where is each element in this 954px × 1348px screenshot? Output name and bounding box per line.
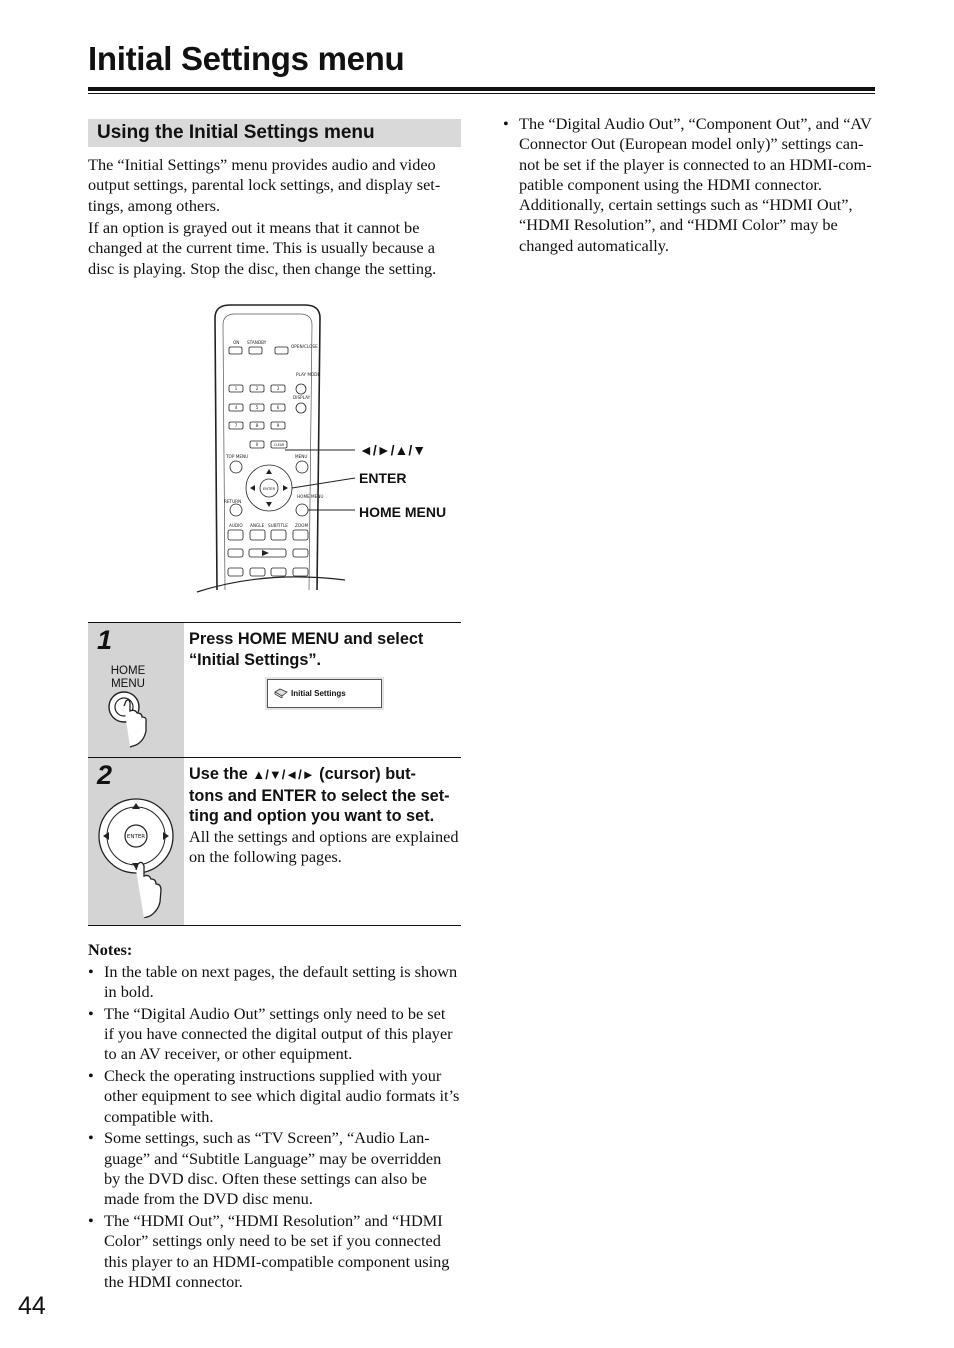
text-line: Color” settings only need to be set if you connected <box>104 1231 441 1251</box>
standby-label: STANDBY <box>247 340 267 345</box>
cursor-arrows-glyphs: ▲/▼/◄/► <box>252 767 315 782</box>
step-1 <box>88 623 461 758</box>
on-label: ON <box>233 340 240 345</box>
cursor-pad-press-icon <box>98 798 180 918</box>
remote-illustration <box>195 300 465 600</box>
key-3: 3 <box>276 386 280 391</box>
enter-button-label: ENTER <box>126 834 146 840</box>
play-mode-label: PLAY MODE <box>296 372 321 377</box>
angle-label: ANGLE <box>250 523 265 528</box>
home-menu-press-icon <box>106 689 166 749</box>
settings-tool-icon <box>274 688 288 698</box>
text-line: If an option is grayed out it means that it cannot be <box>88 218 420 237</box>
label-line: MENU <box>111 678 145 690</box>
text-line: changed automatically. <box>519 235 669 255</box>
title-rule-thin <box>88 93 875 94</box>
bullet-dot: • <box>88 1065 94 1085</box>
section-heading: Using the Initial Settings menu <box>88 119 461 147</box>
text-line: Press HOME MENU and select <box>189 630 424 648</box>
key-4: 4 <box>234 405 238 410</box>
text-line: Check the operating instructions supplied with your <box>104 1065 442 1085</box>
text-line: on the following pages. <box>189 847 342 867</box>
step-2 <box>88 758 461 926</box>
step-number: 2 <box>97 760 113 790</box>
key-2: 2 <box>255 386 259 391</box>
bullet-dot: • <box>88 961 94 981</box>
bullet-dot: • <box>88 1003 94 1023</box>
text-line: other equipment to see which digital audio formats it’s <box>104 1086 460 1106</box>
remote-enter-label: ENTER <box>263 487 275 491</box>
return-label: RETURN <box>224 499 242 504</box>
text-line: Connector Out (European model only)” settings can- <box>519 134 864 154</box>
text-line: “Initial Settings”. <box>189 650 322 669</box>
notes-section <box>88 940 461 1292</box>
page-number: 44 <box>18 1292 46 1320</box>
text-line: The “Digital Audio Out” settings only need to be set <box>104 1003 446 1023</box>
audio-label: AUDIO <box>229 523 243 528</box>
text-line: by the DVD disc. Often these settings can also be <box>104 1168 427 1188</box>
text-line: to an AV receiver, or other equipment. <box>104 1044 353 1064</box>
hdmi-bullet <box>503 114 875 256</box>
enter-callout: ENTER <box>359 470 407 486</box>
key-1: 1 <box>234 386 238 391</box>
label-line: HOME <box>110 665 146 677</box>
home-menu-callout: HOME MENU <box>359 504 447 520</box>
key-9: 9 <box>276 423 280 428</box>
step-number: 1 <box>97 625 113 655</box>
text-line: The “Digital Audio Out”, “Component Out”, and “AV <box>519 114 872 133</box>
text-line: changed at the current time. This is usually because a <box>88 238 435 258</box>
display-label: DISPLAY <box>293 395 311 400</box>
clear-label: CLEAR <box>273 443 285 447</box>
key-5: 5 <box>255 405 259 410</box>
note-item <box>88 1128 461 1209</box>
step-2-instruction <box>189 764 450 827</box>
home-menu-button-label <box>108 665 148 691</box>
initial-settings-menu-item[interactable] <box>267 679 382 708</box>
top-menu-label: TOP MENU <box>226 454 249 459</box>
subtitle-label: SUBTITLE <box>268 523 288 528</box>
text-line: compatible with. <box>104 1106 214 1126</box>
text-line: disc is playing. Stop the disc, then change the setting. <box>88 258 437 278</box>
bullet-dot: • <box>503 114 509 133</box>
text-line: In the table on next pages, the default setting is shown <box>104 961 458 981</box>
bullet-dot: • <box>88 1211 94 1231</box>
menu-label: MENU <box>295 454 308 459</box>
note-item <box>88 1004 461 1065</box>
text-line: if you have connected the digital output of this player <box>104 1023 453 1043</box>
text-line: “HDMI Resolution”, and “HDMI Color” may be <box>519 215 838 235</box>
text-segment: Use the <box>189 765 253 783</box>
text-line: not be set if the player is connected to an HDMI-com- <box>519 154 872 174</box>
text-line: tings, among others. <box>88 195 221 215</box>
key-0: 0 <box>255 442 259 447</box>
text-line: ting and option you want to set. <box>189 807 435 825</box>
bullet-dot: • <box>88 1128 94 1148</box>
step-2-description <box>189 827 458 868</box>
text-line: this player to an HDMI-compatible component using <box>104 1251 450 1271</box>
intro-paragraph <box>88 155 461 216</box>
text-line: the HDMI connector. <box>104 1271 243 1291</box>
text-line: The “HDMI Out”, “HDMI Resolution” and “HDMI <box>104 1211 443 1231</box>
note-item <box>88 1066 461 1127</box>
title-rule <box>88 87 875 91</box>
page-title: Initial Settings menu <box>88 40 405 77</box>
text-line: made from the DVD disc menu. <box>104 1189 313 1209</box>
open-close-label: OPEN/CLOSE <box>291 344 318 349</box>
text-line: tons and ENTER to select the set- <box>189 786 450 805</box>
text-line: All the settings and options are explained <box>189 827 459 846</box>
text-line: Additionally, certain settings such as “HDMI Out”, <box>519 195 853 215</box>
text-line: Some settings, such as “TV Screen”, “Audio Lan- <box>104 1128 430 1148</box>
note-item <box>88 1211 461 1292</box>
key-8: 8 <box>255 423 259 428</box>
text-line: output settings, parental lock settings, and display set- <box>88 175 441 195</box>
text-segment: (cursor) but- <box>314 765 416 783</box>
text-line: guage” and “Subtitle Language” may be overridden <box>104 1148 442 1168</box>
note-item <box>88 962 461 1003</box>
key-6: 6 <box>276 405 280 410</box>
step-divider <box>88 925 461 926</box>
menu-item-label: Initial Settings <box>291 689 346 698</box>
cursor-buttons-callout: ◄/►/▲/▼ <box>359 442 427 458</box>
text-line: The “Initial Settings” menu provides audio and video <box>88 155 436 174</box>
notes-heading: Notes: <box>88 940 133 959</box>
step-1-instruction <box>189 629 423 670</box>
grayed-out-paragraph <box>88 218 461 279</box>
text-line: patible component using the HDMI connector. <box>519 174 822 194</box>
home-menu-label: HOME MENU <box>297 494 324 499</box>
text-line: in bold. <box>104 981 154 1001</box>
key-7: 7 <box>234 423 238 428</box>
zoom-label: ZOOM <box>295 523 309 528</box>
